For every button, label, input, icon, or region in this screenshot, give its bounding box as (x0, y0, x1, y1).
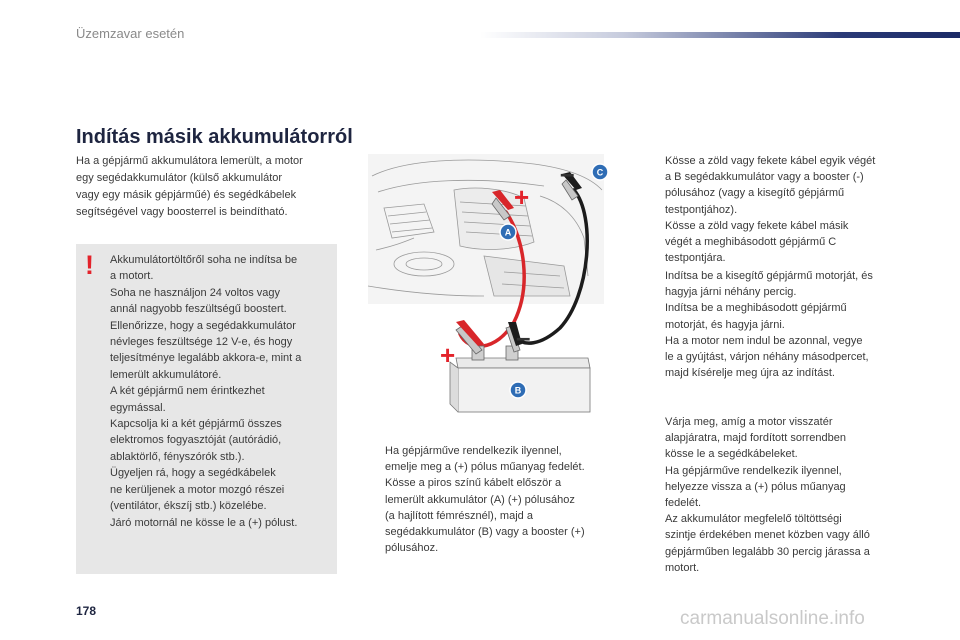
warning-line: névleges feszültsége 12 V-e, és hogy (110, 336, 293, 349)
step-line: segédakkumulátor (B) vagy a booster (+) (385, 526, 585, 539)
label-a-text: A (504, 227, 512, 238)
jump-start-illustration (364, 146, 620, 418)
intro-line: segítségével vagy boosterrel is beindítható. (76, 206, 288, 218)
warning-line: ne kerüljenek a motor mozgó részei (110, 483, 285, 496)
step-line: lemerült akkumulátor (A) (+) pólusához (385, 493, 575, 506)
step-line: Az akkumulátor megfelelő töltöttségi (665, 513, 842, 526)
step-line: kösse le a segédkábeleket. (665, 448, 798, 461)
step-line: motorját, és hagyja járni. (665, 318, 785, 331)
warning-line: Soha ne használjon 24 voltos vagy (110, 286, 281, 299)
intro-line: Ha a gépjármű akkumulátora lemerült, a motor (76, 155, 303, 167)
step-line: emelje meg a (+) pólus műanyag fedelét. (385, 461, 585, 474)
label-c-text: C (596, 167, 604, 178)
warning-icon: ! (85, 250, 94, 280)
step-line: fedelét. (665, 497, 702, 510)
plus-sign-lower: + (440, 340, 456, 370)
intro-line: vagy egy másik gépjárműé) és segédkábelek (76, 189, 297, 201)
warning-line: Járó motornál ne kösse le a (+) pólust. (110, 516, 298, 529)
step-line: Kösse a zöld vagy fekete kábel egyik végét (665, 155, 876, 167)
section-header: Üzemzavar esetén (76, 26, 185, 41)
steps-right-bottom (644, 414, 910, 576)
warning-line: Akkumulátortöltőről soha ne indítsa be (110, 254, 298, 266)
step-line: Indítsa be a meghibásodott gépjármű (665, 302, 847, 315)
step-line: Kösse a zöld vagy fekete kábel másik (665, 219, 849, 232)
step-line: Várja meg, amíg a motor visszatér (665, 416, 833, 428)
list-item (644, 414, 910, 463)
booster-battery (450, 346, 590, 412)
warning-line: annál nagyobb feszültségű boostert. (110, 303, 287, 316)
minus-sign-lower: – (516, 322, 531, 352)
warning-line: (ventilátor, ékszíj stb.) közelébe. (110, 500, 267, 513)
list-item (644, 300, 910, 381)
step-line: motort. (665, 561, 700, 574)
step-line: helyezze vissza a (+) pólus műanyag (665, 480, 846, 493)
step-line: a B segédakkumulátor vagy a booster (-) (665, 171, 864, 184)
list-item (644, 218, 910, 267)
warning-line: ablaktörlő, fényszórók stb.). (110, 450, 245, 463)
warning-line: a motort. (110, 270, 154, 283)
label-b-text: B (514, 385, 522, 396)
list-item (644, 511, 910, 576)
warning-line: Ellenőrizze, hogy a segédakkumulátor (110, 319, 296, 332)
steps-middle (364, 443, 614, 556)
warning-box (76, 244, 337, 574)
list-item (644, 463, 910, 512)
step-line: (a hajlított fémrésznél), majd a (385, 509, 533, 522)
warning-line: teljesítménye legalább akkora-e, mint a (110, 352, 302, 365)
step-line: alapjáratra, majd fordított sorrendben (665, 432, 846, 445)
list-item (364, 443, 614, 475)
warning-line: A két gépjármű nem érintkezhet (110, 385, 265, 398)
warning-text (110, 252, 332, 531)
steps-right-top (644, 153, 910, 266)
step-line: Indítsa be a kisegítő gépjármű motorját, és (665, 270, 873, 282)
steps-right-middle (644, 268, 910, 381)
step-line: Ha a motor nem indul be azonnal, vegye (665, 334, 863, 347)
step-line: hagyja járni néhány percig. (665, 286, 797, 299)
warning-line: elektromos fogyasztóját (autórádió, (110, 434, 282, 447)
warning-line: Ügyeljen rá, hogy a segédkábelek (110, 467, 276, 480)
minus-sign-upper: – (560, 158, 575, 188)
intro-paragraph (76, 153, 338, 221)
step-line: pólusához. (385, 542, 439, 555)
list-item (644, 153, 910, 218)
step-line: testpontjához). (665, 203, 738, 216)
step-line: Ha gépjárműve rendelkezik ilyennel, (385, 445, 562, 457)
step-line: testpontjára. (665, 252, 726, 265)
warning-line: lemerült akkumulátoré. (110, 368, 222, 381)
step-line: végét a meghibásodott gépjármű C (665, 236, 837, 249)
step-line: gépjárműben legalább 30 percig járassa a (665, 545, 870, 558)
list-item (364, 475, 614, 556)
step-line: szintje érdekében menet közben vagy álló (665, 529, 870, 542)
step-line: Kösse a piros színű kábelt először a (385, 477, 562, 490)
step-line: le a gyújtást, várjon néhány másodpercet, (665, 351, 869, 364)
page-number: 178 (76, 604, 97, 618)
warning-line: Kapcsolja ki a két gépjármű összes (110, 418, 282, 431)
list-item (644, 268, 910, 300)
plus-sign-upper: + (514, 182, 530, 212)
step-line: pólusához (vagy a kisegítő gépjármű (665, 187, 845, 200)
watermark: carmanualsonline.info (680, 608, 865, 629)
warning-line: egymással. (110, 401, 166, 414)
step-line: majd kísérelje meg újra az indítást. (665, 367, 835, 380)
step-line: Ha gépjárműve rendelkezik ilyennel, (665, 464, 842, 477)
intro-line: egy segédakkumulátor (külső akkumulátor (76, 172, 283, 184)
header-gradient-bar (480, 32, 960, 38)
page-title: Indítás másik akkumulátorról (76, 126, 353, 148)
